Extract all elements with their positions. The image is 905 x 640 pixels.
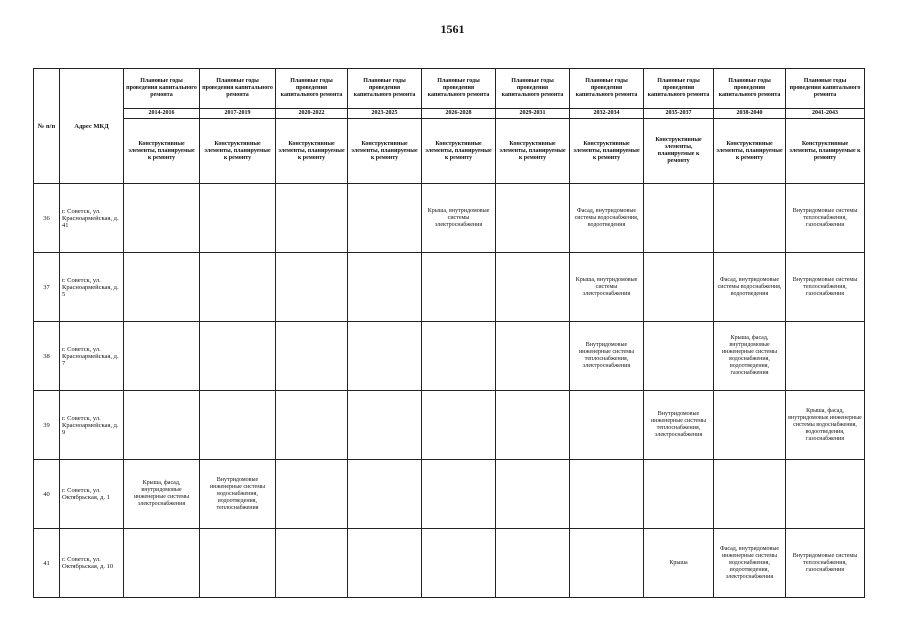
repair-cell <box>496 460 570 529</box>
repair-cell <box>200 184 276 253</box>
row-number: 38 <box>34 322 60 391</box>
repair-cell <box>714 391 786 460</box>
repair-cell <box>496 253 570 322</box>
repair-cell <box>644 322 714 391</box>
period-note: Конструктивные элементы, планируемые к ремонту <box>570 119 644 184</box>
period-note: Конструктивные элементы, планируемые к ремонту <box>276 119 348 184</box>
table-row <box>34 529 865 598</box>
table-row <box>34 322 865 391</box>
repair-cell: Крыша <box>644 529 714 598</box>
period-note: Конструктивные элементы, планируемые к ремонту <box>200 119 276 184</box>
period-years: 2038-2040 <box>714 109 786 119</box>
period-years: 2035-2037 <box>644 109 714 119</box>
row-address: г. Советск, ул. Октябрьская, д. 1 <box>60 460 124 529</box>
period-title: Плановые годы проведения капитального ремонта <box>124 69 200 109</box>
repair-cell: Крыша, фасад, внутридомовые инженерные системы водоснабжения, водоотведения, газоснабжения <box>786 391 865 460</box>
row-number: 40 <box>34 460 60 529</box>
period-note: Конструктивные элементы, планируемые к ремонту <box>714 119 786 184</box>
period-title: Плановые годы проведения капитального ремонта <box>570 69 644 109</box>
row-number: 39 <box>34 391 60 460</box>
repair-cell <box>200 322 276 391</box>
repair-cell <box>200 391 276 460</box>
repair-cell: Крыша, фасад, внутридомовые инженерные системы электроснабжения <box>124 460 200 529</box>
period-years: 2032-2034 <box>570 109 644 119</box>
table-row <box>34 460 865 529</box>
period-years: 2029-2031 <box>496 109 570 119</box>
repair-cell: Внутридомовые системы теплоснабжения, газоснабжения <box>786 253 865 322</box>
repair-cell <box>422 529 496 598</box>
repair-cell <box>276 322 348 391</box>
repair-cell <box>496 184 570 253</box>
repair-cell: Внутридомовые инженерные системы теплоснабжения, электроснабжения <box>570 322 644 391</box>
repair-cell <box>276 253 348 322</box>
repair-cell: Внутридомовые инженерные системы теплоснабжения, электроснабжения <box>644 391 714 460</box>
row-address: г. Советск, ул. Красноармейская, д. 9 <box>60 391 124 460</box>
repair-cell: Крыша, внутридомовые системы электроснабжения <box>570 253 644 322</box>
header-number: № п/п <box>34 69 60 184</box>
repair-cell: Внутридомовые системы теплоснабжения, газоснабжения <box>786 529 865 598</box>
repair-cell <box>786 322 865 391</box>
page-number: 1561 <box>440 22 465 36</box>
repair-cell <box>570 460 644 529</box>
repair-cell <box>276 460 348 529</box>
repair-cell <box>422 460 496 529</box>
row-address: г. Советск, ул. Красноармейская, д. 5 <box>60 253 124 322</box>
row-number: 41 <box>34 529 60 598</box>
period-note: Конструктивные элементы, планируемые к ремонту <box>644 119 714 184</box>
period-title: Плановые годы проведения капитального ремонта <box>714 69 786 109</box>
period-years: 2023-2025 <box>348 109 422 119</box>
period-years: 2020-2022 <box>276 109 348 119</box>
repair-cell <box>714 184 786 253</box>
repair-cell: Фасад, внутридомовые инженерные системы водоснабжения, водоотведения, электроснабжения <box>714 529 786 598</box>
repair-cell <box>714 460 786 529</box>
row-address: г. Советск, ул. Октябрьская, д. 10 <box>60 529 124 598</box>
repair-cell <box>570 529 644 598</box>
repair-cell <box>200 253 276 322</box>
repair-cell: Внутридомовые системы теплоснабжения, газоснабжения <box>786 184 865 253</box>
period-note: Конструктивные элементы, планируемые к ремонту <box>496 119 570 184</box>
period-title: Плановые годы проведения капитального ремонта <box>422 69 496 109</box>
period-note: Конструктивные элементы, планируемые к ремонту <box>124 119 200 184</box>
period-note: Конструктивные элементы, планируемые к ремонту <box>348 119 422 184</box>
period-title: Плановые годы проведения капитального ремонта <box>786 69 865 109</box>
repair-cell <box>124 322 200 391</box>
table-row <box>34 184 865 253</box>
repair-cell <box>348 322 422 391</box>
repair-cell <box>422 391 496 460</box>
row-address: г. Советск, ул. Красноармейская, д. 7 <box>60 322 124 391</box>
repair-cell <box>276 529 348 598</box>
repair-cell: Крыша, внутридомовые системы электроснабжения <box>422 184 496 253</box>
period-title: Плановые годы проведения капитального ремонта <box>276 69 348 109</box>
repair-cell: Внутридомовые инженерные системы водоснабжения, водоотведения, теплоснабжения <box>200 460 276 529</box>
row-address: г. Советск, ул. Красноармейская, д. 41 <box>60 184 124 253</box>
repair-cell <box>348 253 422 322</box>
row-number: 36 <box>34 184 60 253</box>
repair-cell <box>348 184 422 253</box>
table-row <box>34 391 865 460</box>
repair-cell <box>124 391 200 460</box>
period-title: Плановые годы проведения капитального ремонта <box>644 69 714 109</box>
repair-cell <box>644 460 714 529</box>
period-note: Конструктивные элементы, планируемые к ремонту <box>422 119 496 184</box>
repair-cell <box>348 529 422 598</box>
period-years: 2014-2016 <box>124 109 200 119</box>
repair-cell <box>496 322 570 391</box>
header-address: Адрес МКД <box>60 69 124 184</box>
period-years: 2026-2028 <box>422 109 496 119</box>
repair-cell <box>124 184 200 253</box>
repair-cell <box>570 391 644 460</box>
repair-cell <box>348 460 422 529</box>
repair-cell <box>496 529 570 598</box>
repair-cell <box>422 253 496 322</box>
period-title: Плановые годы проведения капитального ремонта <box>200 69 276 109</box>
period-years: 2041-2043 <box>786 109 865 119</box>
repair-cell <box>644 253 714 322</box>
repair-cell <box>644 184 714 253</box>
repair-cell <box>276 184 348 253</box>
repair-cell <box>422 322 496 391</box>
repair-cell: Фасад, внутридомовые системы водоснабжения, водоотведения <box>570 184 644 253</box>
repair-cell <box>124 529 200 598</box>
repair-cell <box>200 529 276 598</box>
repair-cell <box>124 253 200 322</box>
row-number: 37 <box>34 253 60 322</box>
repair-cell: Фасад, внутридомовые системы водоснабжения, водоотведения <box>714 253 786 322</box>
table-row <box>34 253 865 322</box>
period-note: Конструктивные элементы, планируемые к ремонту <box>786 119 865 184</box>
capital-repair-table <box>33 68 865 598</box>
repair-cell <box>276 391 348 460</box>
repair-cell <box>348 391 422 460</box>
period-title: Плановые годы проведения капитального ремонта <box>496 69 570 109</box>
period-title: Плановые годы проведения капитального ремонта <box>348 69 422 109</box>
repair-cell <box>786 460 865 529</box>
repair-cell: Крыша, фасад, внутридомовые инженерные системы водоснабжения, водоотведения, газоснабжения <box>714 322 786 391</box>
period-years: 2017-2019 <box>200 109 276 119</box>
repair-cell <box>496 391 570 460</box>
